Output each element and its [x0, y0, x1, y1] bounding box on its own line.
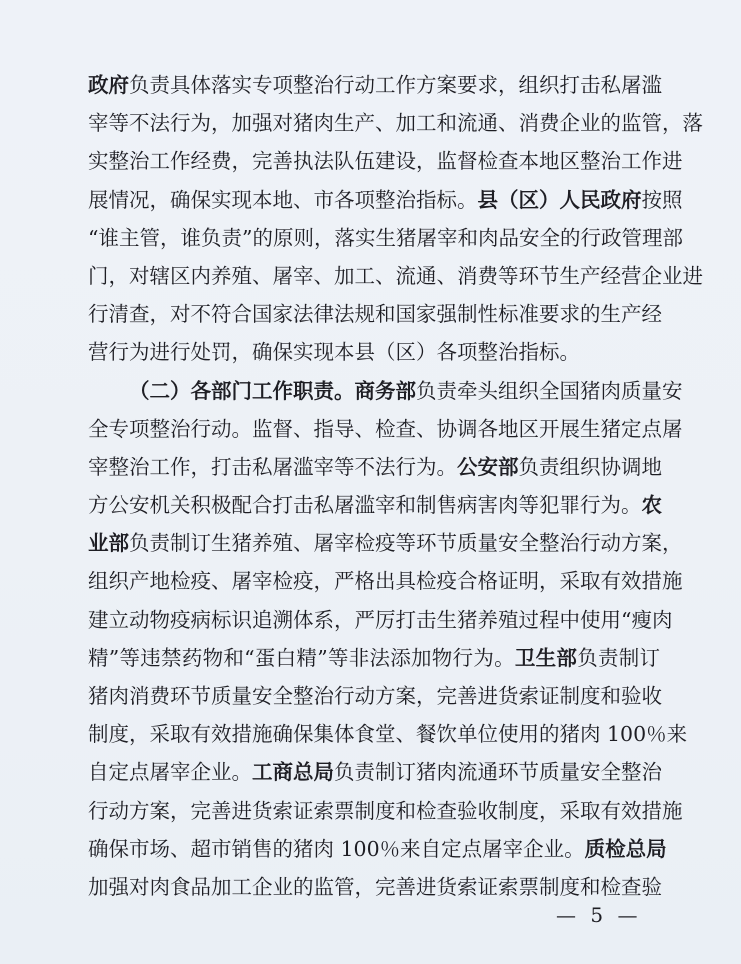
text-run: 营行为进行处罚，确保实现本县（区）各项整治指标。	[88, 340, 580, 365]
text-run: 县（区）人民政府	[477, 187, 642, 212]
text-run: 负责制订	[577, 645, 660, 670]
text-line	[88, 219, 683, 257]
text-run: 宰等不法行为，加强对猪肉生产、加工和流通、消费企业的监管，落	[88, 111, 703, 136]
text-run: 组织产地检疫、屠宰检疫，严格出具检疫合格证明，采取有效措施	[88, 569, 683, 594]
text-run: 负责制订猪肉流通环节质量安全整治	[334, 760, 662, 785]
text-line	[88, 753, 660, 791]
text-line	[88, 104, 703, 142]
text-run: 负责具体落实专项整治行动工作方案要求，组织打击私屠滥	[129, 73, 662, 97]
text-line	[88, 142, 683, 180]
text-line	[88, 868, 660, 906]
text-run: 按照	[641, 187, 683, 212]
text-run: 行清查，对不符合国家法律法规和国家强制性标准要求的生产经	[88, 302, 662, 327]
text-line	[88, 372, 683, 410]
text-run: 加强对肉食品加工企业的监管，完善进货索证索票制度和检查验	[88, 874, 662, 899]
text-line	[88, 486, 660, 524]
body-text	[88, 66, 703, 906]
text-run: 质检总局	[584, 836, 667, 861]
text-run: 实整治工作经费，完善执法队伍建设，监督检查本地区整治工作进	[88, 149, 683, 174]
text-run: 负责牵头组织全国猪肉质量安	[416, 378, 683, 403]
text-line	[88, 792, 683, 830]
text-line	[88, 257, 703, 295]
text-line	[88, 639, 660, 677]
text-run: 负责制订生猪养殖、屠宰检疫等环节质量安全整治行动方案，	[129, 531, 683, 556]
text-run: 工商总局	[252, 760, 334, 785]
text-line	[88, 562, 683, 600]
text-run: “谁主管，谁负责”的原则，落实生猪屠宰和肉品安全的行政管理部	[88, 225, 683, 250]
text-line	[88, 830, 667, 868]
text-run: 精”等违禁药物和“蛋白精”等非法添加物行为。	[88, 645, 515, 670]
text-line	[88, 66, 660, 104]
text-line	[88, 448, 660, 486]
text-run: 自定点屠宰企业。	[88, 760, 252, 785]
text-line	[88, 715, 688, 753]
text-run: 方公安机关积极配合打击私屠滥宰和制售病害肉等犯罪行为。	[88, 493, 642, 518]
text-line	[88, 410, 683, 448]
text-run: 展情况，确保实现本地、市各项整治指标。	[88, 187, 478, 212]
text-run: 制度，采取有效措施确保集体食堂、餐饮单位使用的猪肉 100％来	[88, 722, 688, 747]
text-line	[88, 295, 660, 333]
text-run: 建立动物疫病标识追溯体系，严厉打击生猪养殖过程中使用“瘦肉	[88, 607, 673, 632]
text-run: 卫生部	[514, 645, 578, 670]
text-run: 公安部	[457, 454, 519, 479]
text-run: 确保市场、超市销售的猪肉 100％来自定点屠宰企业。	[88, 836, 585, 861]
text-line	[88, 601, 673, 639]
text-run: 农	[641, 493, 662, 518]
text-run: 全专项整治行动。监督、指导、检查、协调各地区开展生猪定点屠	[88, 416, 683, 441]
text-run: 政府	[88, 73, 129, 97]
text-line	[88, 181, 683, 219]
text-line	[88, 524, 683, 562]
text-run: 商务部	[354, 378, 416, 403]
text-run: 负责组织协调地	[518, 454, 662, 479]
text-run: 业部	[88, 531, 129, 556]
text-run: 门，对辖区内养殖、屠宰、加工、流通、消费等环节生产经营企业进	[88, 263, 703, 288]
text-line	[88, 677, 660, 715]
text-run: 行动方案，完善进货索证索票制度和检查验收制度，采取有效措施	[88, 798, 683, 823]
text-run: 猪肉消费环节质量安全整治行动方案，完善进货索证制度和验收	[88, 684, 662, 708]
text-line	[88, 333, 660, 371]
section-heading: （二）各部门工作职责。	[129, 378, 355, 403]
page-number: — 5 —	[556, 903, 642, 927]
text-run: 宰整治工作，打击私屠滥宰等不法行为。	[88, 454, 457, 479]
